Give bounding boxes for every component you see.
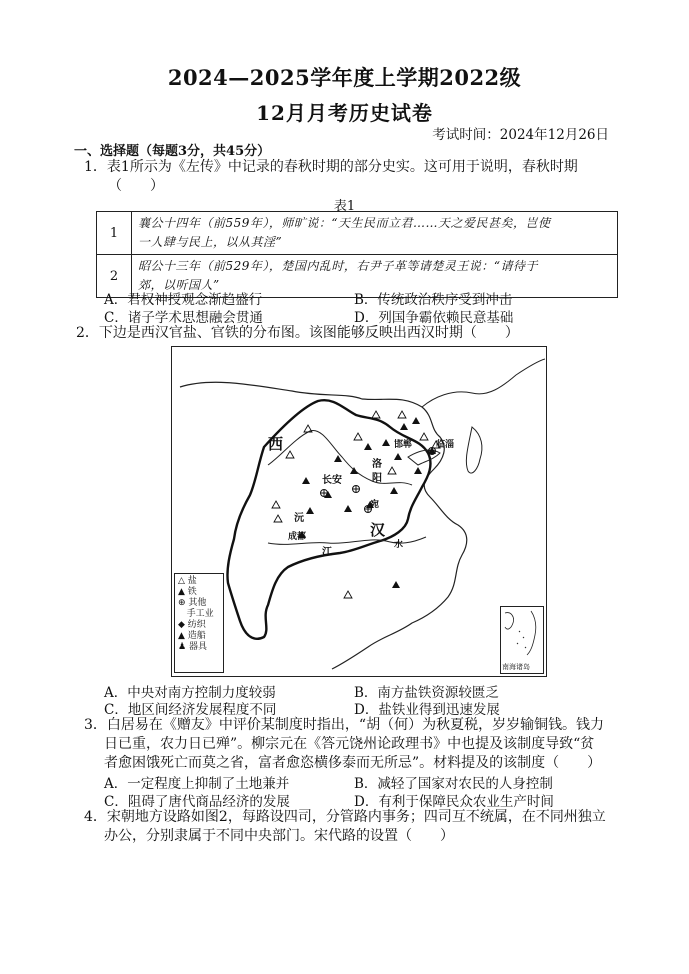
q1-option-d[interactable]: D．列国争霸依赖民意基础 (354, 310, 514, 326)
q1-option-a[interactable]: A．君权神授观念渐趋盛行 (104, 292, 263, 308)
legend-item: ▲ 铁 (178, 587, 197, 597)
q1-table (96, 211, 618, 298)
legend-item: △ 盐 (178, 576, 197, 586)
map-label-changan: 长安 (322, 475, 342, 486)
map-label-yan: 沅 (294, 513, 304, 524)
table-row-line: 一人肆与民上，以从其淫” (138, 235, 283, 249)
q1-stem-line1: 1．表1所示为《左传》中记录的春秋时期的部分史实。这可用于说明，春秋时期 (84, 159, 578, 175)
q3-option-c[interactable]: C．阻碍了唐代商品经济的发展 (104, 794, 290, 810)
map-label-han: 汉 (370, 521, 386, 539)
map-label-chengdu: 成都 (288, 532, 307, 542)
q2-option-b[interactable]: B．南方盐铁资源较匮乏 (354, 685, 499, 701)
q1-option-c[interactable]: C．诸子学术思想融会贯通 (104, 310, 263, 326)
q3-line3: 者愈困饿死亡而莫之省，富者愈恣横侈泰而无所忌”。材料提及的该制度（ ） (104, 755, 602, 771)
table-row-line: 昭公十三年（前529年），楚国内乱时，右尹子革等请楚灵王说：“请待于 (138, 259, 539, 273)
q2-option-a[interactable]: A．中央对南方控制力度较弱 (104, 685, 276, 701)
q1-stem-line2: （ ） (108, 178, 164, 194)
q3-line2: 日已重，农力日已殚”。柳宗元在《答元饶州论政理书》中也提及该制度导致“贫 (104, 736, 595, 752)
map-label-wan: 宛 (370, 500, 380, 510)
section-title: 一、选择题（每题3分，共45分） (74, 144, 271, 159)
q3-option-a[interactable]: A．一定程度上抑制了土地兼并 (104, 776, 290, 792)
map-label-luo: 洛 (372, 459, 382, 470)
exam-title-line1: 2024—2025学年度上学期2022级 (167, 65, 522, 90)
inset-label: 南海诸岛 (502, 663, 530, 671)
q2-option-c[interactable]: C．地区间经济发展程度不同 (104, 702, 277, 718)
q2-stem: 2．下边是西汉官盐、官铁的分布图。该图能够反映出西汉时期（ ） (76, 325, 519, 341)
map-label-shui: 水 (394, 540, 404, 550)
south-sea-inset (500, 606, 544, 674)
map-legend (174, 573, 224, 673)
table-caption: 表1 (333, 199, 356, 214)
inset-drawing (501, 607, 541, 661)
q4-line2: 办公，分别隶属于不同中央部门。宋代路的设置（ ） (104, 828, 454, 844)
legend-item: ▲ 造船 (178, 631, 206, 641)
map-label-xi: 西 (268, 435, 284, 453)
han-salt-iron-map (171, 346, 547, 677)
exam-time: 考试时间：2024年12月26日 (432, 127, 609, 143)
legend-item: 手工业 (186, 609, 214, 619)
q3-option-d[interactable]: D．有利于保障民众农业生产时间 (354, 794, 554, 810)
q1-option-b[interactable]: B．传统政治秩序受到冲击 (354, 292, 513, 308)
q4-line1: 4．宋朝地方设路如图2，每路设四司，分管路内事务；四司互不统属，在不同州独立 (84, 809, 606, 825)
legend-item: ⊕ 其他 (178, 598, 207, 608)
map-drawing (172, 347, 545, 675)
table-row-number: 2 (97, 255, 132, 298)
map-label-linzi: 临淄 (436, 440, 455, 450)
table-row (97, 212, 618, 255)
map-label-handan: 邯郸 (394, 440, 413, 450)
exam-title-line2: 12月月考历史试卷 (256, 101, 433, 125)
table-row-text (132, 212, 618, 255)
table-row-number: 1 (97, 212, 132, 255)
table-row-line: 襄公十四年（前559年），师旷说：“天生民而立君……天之爱民甚矣，岂使 (138, 216, 551, 230)
q3-line1: 3．白居易在《赠友》中评价某制度时指出，“胡（何）为秋夏税，岁岁输铜钱。钱力 (84, 717, 605, 733)
legend-item: ♟ 器具 (178, 642, 207, 652)
map-label-jiang: 江 (322, 547, 332, 558)
legend-item: ◆ 纺织 (178, 620, 206, 630)
map-label-yang: 阳 (372, 473, 382, 484)
q3-option-b[interactable]: B．减轻了国家对农民的人身控制 (354, 776, 553, 792)
q2-option-d[interactable]: D．盐铁业得到迅速发展 (354, 702, 500, 718)
table-row-line: 郊，以听国人” (138, 278, 220, 292)
